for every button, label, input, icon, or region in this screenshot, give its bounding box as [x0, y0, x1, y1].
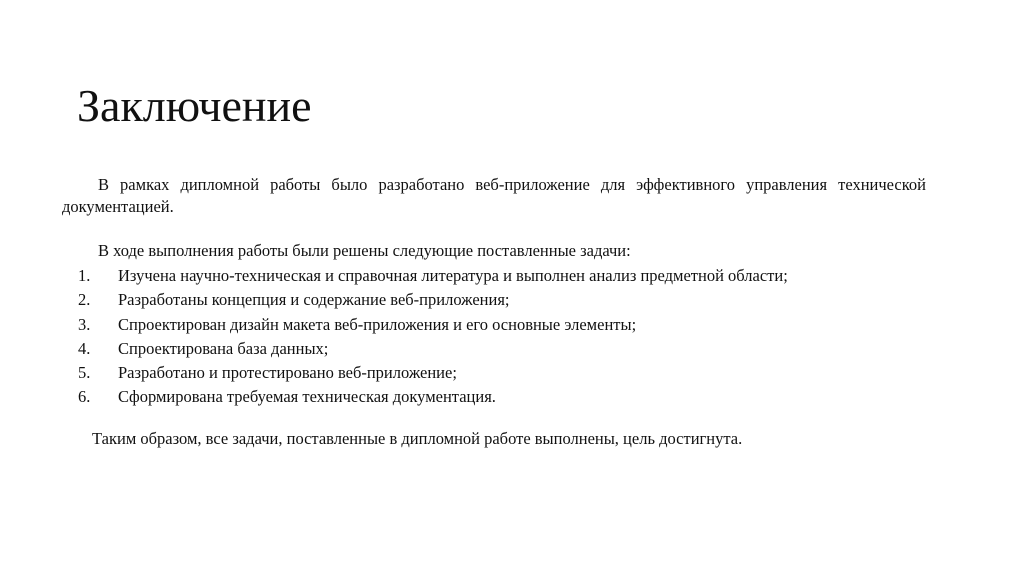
- intro-paragraph: В рамках дипломной работы было разработано веб-приложение для эффективного управления технической документацией.: [62, 175, 926, 216]
- task-number: 2.: [78, 290, 91, 310]
- task-number: 1.: [78, 266, 91, 285]
- task-number: 6.: [78, 387, 91, 407]
- task-text: Изучена научно-техническая и справочная литература и выполнен анализ предметной области;: [118, 266, 788, 285]
- task-text: Разработано и протестировано веб-приложение;: [118, 363, 457, 383]
- task-text: Сформирована требуемая техническая документация.: [118, 387, 496, 407]
- task-item: [62, 337, 942, 361]
- task-number: 3.: [78, 314, 91, 334]
- task-item: [62, 385, 942, 409]
- task-number: 5.: [78, 363, 91, 383]
- task-number: 4.: [78, 338, 91, 358]
- task-item: [62, 361, 942, 385]
- task-text: Спроектирован дизайн макета веб-приложения и его основные элементы;: [118, 314, 637, 334]
- tasks-heading: В ходе выполнения работы были решены следующие поставленные задачи:: [98, 241, 631, 260]
- task-text: Разработаны концепция и содержание веб-приложения;: [118, 290, 510, 310]
- task-item: [62, 288, 942, 312]
- task-text: Спроектирована база данных;: [118, 338, 329, 358]
- task-list: [62, 264, 942, 410]
- task-item: [62, 264, 942, 288]
- conclusion-paragraph: Таким образом, все задачи, поставленные в дипломной работе выполнены, цель достигнута.: [92, 429, 743, 448]
- slide-title: Заключение: [77, 80, 312, 131]
- task-item: [62, 313, 942, 337]
